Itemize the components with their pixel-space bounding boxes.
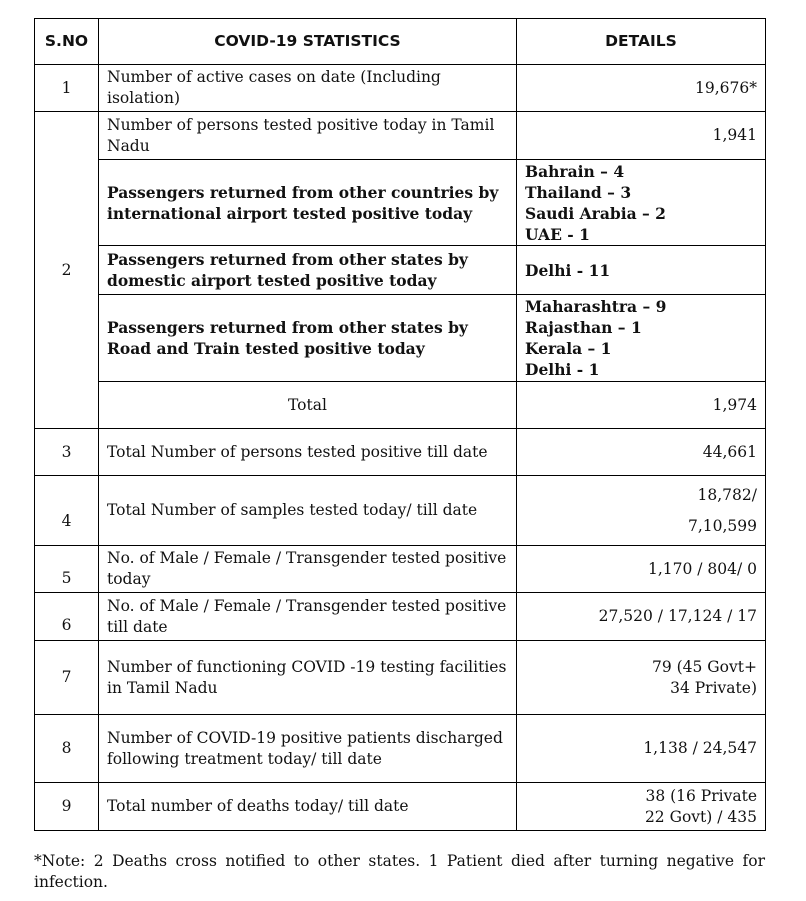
row-statistic: Total number of deaths today/ till date	[99, 783, 517, 831]
row-sno: 1	[35, 65, 99, 112]
row-sno: 3	[35, 429, 99, 476]
row-detail: 1,170 / 804/ 0	[517, 546, 766, 593]
header-statistics: COVID-19 STATISTICS	[99, 19, 517, 65]
row-sno: 8	[35, 715, 99, 783]
detail-line: Saudi Arabia – 2	[525, 203, 666, 223]
header-row	[35, 19, 766, 65]
row-sno: 9	[35, 783, 99, 831]
row-detail-list	[517, 295, 766, 382]
detail-line: Delhi - 1	[525, 360, 600, 379]
table-row	[35, 783, 766, 831]
row-statistic: No. of Male / Female / Transgender tested positive till date	[99, 593, 517, 641]
table-subrow	[35, 246, 766, 295]
row-statistic: Total Number of persons tested positive till date	[99, 429, 517, 476]
row-detail: 1,138 / 24,547	[517, 715, 766, 783]
table-row	[35, 429, 766, 476]
table-row	[35, 546, 766, 593]
detail-line: Thailand – 3	[525, 182, 632, 202]
detail-line: UAE - 1	[525, 224, 590, 244]
row-statistic: Number of persons tested positive today in Tamil Nadu	[99, 112, 517, 160]
detail-line: Bahrain – 4	[525, 161, 625, 181]
table-subrow	[35, 160, 766, 246]
row-sno: 5	[35, 546, 99, 593]
row-detail: 44,661	[517, 429, 766, 476]
row-total-label: Total	[99, 382, 517, 429]
row-statistic: Passengers returned from other states by Road and Train tested positive today	[99, 295, 517, 382]
covid-statistics-table	[34, 18, 766, 831]
detail-line: 22 Govt) / 435	[644, 807, 757, 826]
table-row	[35, 112, 766, 160]
detail-line: 7,10,599	[687, 516, 757, 535]
row-sno: 6	[35, 593, 99, 641]
detail-line: 38 (16 Private	[645, 786, 757, 805]
detail-line: Kerala – 1	[525, 339, 612, 358]
row-sno: 2	[35, 112, 99, 429]
table-row	[35, 65, 766, 112]
table-subrow	[35, 382, 766, 429]
detail-line: 79 (45 Govt+	[651, 657, 757, 676]
detail-line: 34 Private)	[670, 678, 757, 697]
row-detail: 1,974	[517, 382, 766, 429]
detail-line: Rajasthan – 1	[525, 318, 642, 337]
table-row	[35, 641, 766, 715]
table-row	[35, 593, 766, 641]
table-row	[35, 715, 766, 783]
row-statistic: Number of active cases on date (Including isolation)	[99, 65, 517, 112]
detail-line: Maharashtra – 9	[525, 297, 667, 316]
row-statistic: No. of Male / Female / Transgender tested positive today	[99, 546, 517, 593]
row-detail-list	[517, 783, 766, 831]
header-details: DETAILS	[517, 19, 766, 65]
row-detail-list	[517, 246, 766, 295]
row-statistic: Number of functioning COVID -19 testing facilities in Tamil Nadu	[99, 641, 517, 715]
table-subrow	[35, 295, 766, 382]
row-statistic: Total Number of samples tested today/ till date	[99, 476, 517, 546]
row-statistic: Passengers returned from other states by domestic airport tested positive today	[99, 246, 517, 295]
header-sno: S.NO	[35, 19, 99, 65]
row-detail-list	[517, 641, 766, 715]
row-sno: 4	[35, 476, 99, 546]
row-statistic: Passengers returned from other countries by international airport tested positive today	[99, 160, 517, 246]
table-row	[35, 476, 766, 546]
row-detail-list	[517, 476, 766, 546]
detail-line: Delhi - 11	[525, 260, 611, 280]
row-detail: 1,941	[517, 112, 766, 160]
detail-line: 18,782/	[697, 485, 757, 504]
row-detail: 19,676*	[517, 65, 766, 112]
footnote: *Note: 2 Deaths cross notified to other states. 1 Patient died after turning negative for infection.	[34, 852, 765, 891]
row-detail-list	[517, 160, 766, 246]
row-statistic: Number of COVID-19 positive patients discharged following treatment today/ till date	[99, 715, 517, 783]
row-sno: 7	[35, 641, 99, 715]
row-detail: 27,520 / 17,124 / 17	[517, 593, 766, 641]
